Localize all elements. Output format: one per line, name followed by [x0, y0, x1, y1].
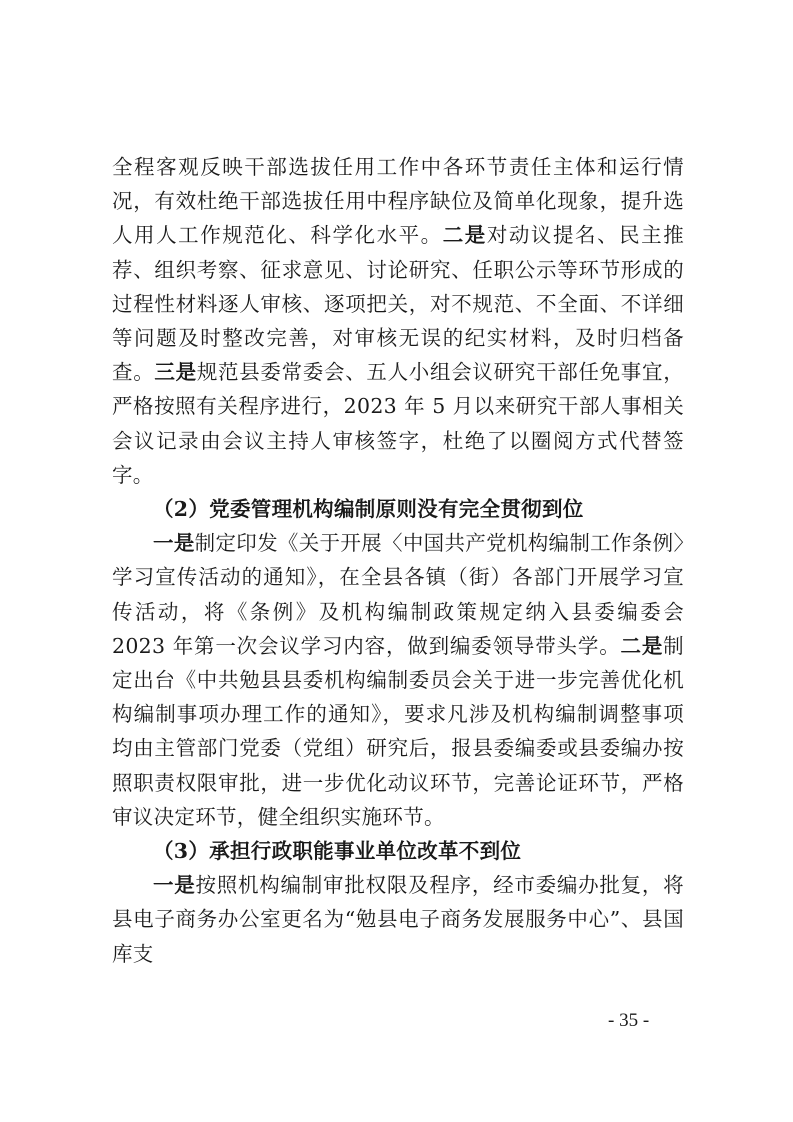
- page-number: - 35 -: [608, 1010, 650, 1031]
- paragraph-3: [112, 868, 684, 971]
- para3-point-one: 一是: [153, 873, 196, 898]
- para1-text-c: 对动议提名、民主推荐、组织考察、征求意见、讨论研究、任职公示等环节形成的过程性材料逐人审核、逐项把关，对不规范、不全面、不详细等问题及时整改完善，对审核无误的纪实材料，及时归档备查。: [112, 223, 685, 385]
- para1-text-a: 全程客观反映干部选拔任用工作中各环节责任主体和运行情况，有效杜绝干部选拔任用中程序缺位及简单化现象，提升选人用人工作规范化、科学化水平。: [112, 155, 684, 248]
- section-heading-2: （2）党委管理机构编制原则没有完全贯彻到位: [153, 497, 584, 522]
- para1-point-three: 三是: [154, 360, 197, 385]
- para2-point-two: 二是: [620, 633, 664, 658]
- paragraph-1: [112, 150, 684, 492]
- para1-text-e: 规范县委常委会、五人小组会议研究干部任免事宜，严格按照有关程序进行，2023 年 5 月以来研究干部人事相关会议记录由会议主持人审核签字，杜绝了以圈阅方式代替签字。: [112, 360, 684, 487]
- para1-point-two: 二是: [442, 223, 487, 248]
- section-heading-3: （3）承担行政职能事业单位改革不到位: [153, 839, 522, 864]
- paragraph-2: [112, 526, 684, 834]
- para2-text-d: 制定出台《中共勉县县委机构编制委员会关于进一步完善优化机构编制事项办理工作的通知》，要求凡涉及机构编制调整事项均由主管部门党委（党组）研究后，报县委编委或县委编办按照职责权限审批，进一步优化动议环节，完善论证环节，严格审议决定环节，健全组织实施环节。: [112, 633, 684, 829]
- document-body: [112, 150, 684, 971]
- para2-point-one: 一是: [153, 531, 195, 556]
- para3-text-b: 按照机构编制审批权限及程序，经市委编办批复，将县电子商务办公室更名为“勉县电子商务发展服务中心”、县国库支: [112, 873, 684, 966]
- para2-text-b: 制定印发《关于开展〈中国共产党机构编制工作条例〉学习宣传活动的通知》，在全县各镇（街）各部门开展学习宣传活动，将《条例》及机构编制政策规定纳入县委编委会 2023 年第一次会议学习内容，做到编委领导带头学。: [112, 531, 684, 658]
